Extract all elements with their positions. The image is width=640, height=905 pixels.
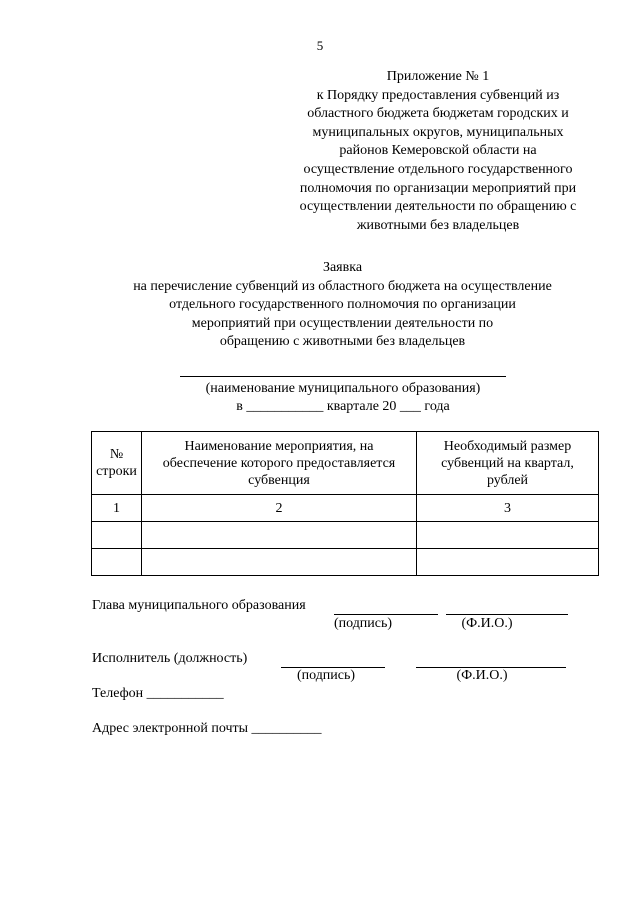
- annex-line: животными без владельцев: [356, 217, 520, 233]
- column-number: 2: [142, 495, 417, 522]
- phone-field[interactable]: Телефон ___________: [92, 686, 224, 701]
- header-row-number: № строки: [92, 432, 142, 495]
- executor-signature-caption: (подпись): [296, 668, 356, 683]
- table-row: [92, 549, 599, 576]
- request-line: на перечисление субвенций из областного бюджета на осуществление: [133, 278, 552, 294]
- annex-line: осуществление отдельного государственного: [303, 161, 573, 177]
- head-label: Глава муниципального образования: [92, 598, 306, 613]
- page-number: 5: [316, 38, 324, 53]
- executor-label: Исполнитель (должность): [92, 651, 248, 666]
- municipality-block: [180, 364, 506, 416]
- request-line: мероприятий при осуществлении деятельности по: [191, 315, 494, 331]
- head-signature-line[interactable]: [334, 614, 438, 615]
- table-header-row: [92, 432, 599, 495]
- annex-line: полномочия по организации мероприятий при: [299, 180, 577, 196]
- annex-header: [288, 68, 588, 235]
- request-block: [95, 259, 590, 352]
- municipality-name-line[interactable]: [180, 376, 506, 377]
- table-numbering-row: [92, 495, 599, 522]
- request-line: обращению с животными без владельцев: [219, 334, 466, 350]
- annex-title: Приложение № 1: [386, 69, 490, 84]
- annex-line: осуществлении деятельности по обращению с: [299, 199, 577, 215]
- annex-line: к Порядку предоставления субвенций из: [316, 87, 560, 103]
- table-row: [92, 522, 599, 549]
- executor-name-caption: (Ф.И.О.): [456, 668, 508, 683]
- table-cell[interactable]: [92, 522, 142, 549]
- column-number: 1: [92, 495, 142, 522]
- header-subsidy-amount: Необходимый размер субвенций на квартал, рублей: [417, 432, 599, 495]
- table-cell[interactable]: [92, 549, 142, 576]
- subsidy-table: [91, 431, 599, 576]
- annex-line: муниципальных округов, муниципальных: [312, 124, 564, 140]
- quarter-line: в ___________ квартале 20 ___ года: [236, 399, 450, 414]
- annex-line: областного бюджета бюджетам городских и: [307, 106, 569, 122]
- table-cell[interactable]: [417, 549, 599, 576]
- head-name-caption: (Ф.И.О.): [461, 616, 513, 631]
- column-number: 3: [417, 495, 599, 522]
- header-activity-name: Наименование мероприятия, на обеспечение которого предоставляется субвенция: [142, 432, 417, 495]
- table-cell[interactable]: [142, 549, 417, 576]
- request-title: Заявка: [322, 260, 363, 275]
- table-cell[interactable]: [417, 522, 599, 549]
- request-line: отдельного государственного полномочия по организации: [169, 297, 516, 313]
- table-cell[interactable]: [142, 522, 417, 549]
- head-name-line[interactable]: [446, 614, 568, 615]
- email-field[interactable]: Адрес электронной почты __________: [92, 721, 322, 736]
- head-signature-caption: (подпись): [333, 616, 393, 631]
- annex-line: районов Кемеровской области на: [339, 143, 537, 159]
- municipality-caption: (наименование муниципального образования): [205, 381, 481, 396]
